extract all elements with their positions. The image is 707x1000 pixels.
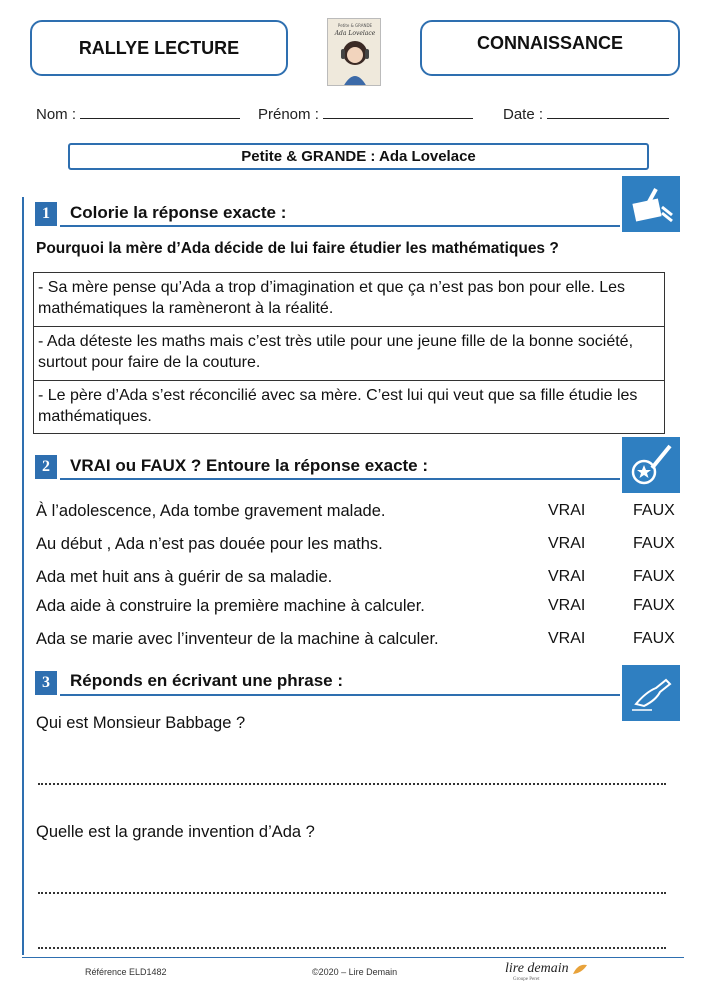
section-2-title: VRAI ou FAUX ? Entoure la réponse exacte : xyxy=(70,456,429,475)
tf-false-3[interactable]: FAUX xyxy=(633,568,675,585)
logo-leaf-icon xyxy=(572,963,588,975)
tf-false-2[interactable]: FAUX xyxy=(633,535,675,552)
answer-line-1[interactable] xyxy=(38,783,666,785)
answer-option-2[interactable]: - Ada déteste les maths mais c’est très utile pour une jeune fille de la bonne société, surtout pour faire de la couture. xyxy=(34,327,664,381)
open-question-1: Qui est Monsieur Babbage ? xyxy=(36,714,246,732)
name-field[interactable] xyxy=(36,105,240,123)
answer-line-3[interactable] xyxy=(38,947,666,949)
section-1-question: Pourquoi la mère d’Ada décide de lui faire étudier les mathématiques ? xyxy=(36,240,559,257)
tf-statement-3: Ada met huit ans à guérir de sa maladie. xyxy=(36,568,333,586)
date-underline xyxy=(547,105,669,119)
coloring-icon xyxy=(622,176,680,232)
writing-hand-icon xyxy=(622,665,680,721)
tf-false-1[interactable]: FAUX xyxy=(633,502,675,519)
section-3-number: 3 xyxy=(35,671,57,695)
section-3-title: Réponds en écrivant une phrase : xyxy=(70,671,344,690)
book-cover-illustration xyxy=(328,19,381,86)
answer-option-3[interactable]: - Le père d’Ada s’est réconcilié avec sa mère. C’est lui qui veut que sa fille étudie les mathématiques. xyxy=(38,387,638,425)
tf-true-5[interactable]: VRAI xyxy=(548,630,586,647)
logo-text: lire demain xyxy=(505,961,569,976)
nom-underline xyxy=(80,105,240,119)
tf-true-4[interactable]: VRAI xyxy=(548,597,586,614)
nom-label: Nom : xyxy=(36,106,77,123)
section-1-number: 1 xyxy=(35,202,57,226)
lire-demain-logo xyxy=(505,961,588,983)
prenom-underline xyxy=(323,105,473,119)
star-pencil-icon xyxy=(622,437,680,493)
section-2-number: 2 xyxy=(35,455,57,479)
answer-option-1[interactable]: - Sa mère pense qu’Ada a trop d’imagination et que ça n’est pas bon pour elle. Les mathématiques la ramèneront à la réalité. xyxy=(34,273,664,327)
tf-true-1[interactable]: VRAI xyxy=(548,502,586,519)
prenom-field[interactable] xyxy=(258,105,473,123)
tf-statement-2: Au début , Ada n’est pas douée pour les maths. xyxy=(36,535,383,553)
section-3-rule xyxy=(60,694,620,696)
tf-true-2[interactable]: VRAI xyxy=(548,535,586,552)
footer-rule xyxy=(22,957,684,958)
book-cover-name: Ada Lovelace xyxy=(334,30,376,37)
tf-true-3[interactable]: VRAI xyxy=(548,568,586,585)
connaissance-label: CONNAISSANCE xyxy=(420,20,680,76)
tf-statement-4: Ada aide à construire la première machine à calculer. xyxy=(36,597,425,615)
logo-subtitle: Groupe Peret xyxy=(513,977,540,982)
open-question-2: Quelle est la grande invention d’Ada ? xyxy=(36,823,315,841)
footer-copyright: ©2020 – Lire Demain xyxy=(312,967,398,977)
tf-false-4[interactable]: FAUX xyxy=(633,597,675,614)
margin-rule xyxy=(22,197,24,955)
date-field[interactable] xyxy=(503,105,669,123)
date-label: Date : xyxy=(503,106,544,123)
answer-line-2[interactable] xyxy=(38,892,666,894)
book-cover-series: Petite & GRANDE xyxy=(337,23,373,28)
book-title: Petite & GRANDE : Ada Lovelace xyxy=(68,143,649,170)
tf-false-5[interactable]: FAUX xyxy=(633,630,675,647)
book-cover-image xyxy=(327,18,381,86)
section-1-rule xyxy=(60,225,620,227)
answer-table xyxy=(33,272,665,434)
rallye-lecture-label: RALLYE LECTURE xyxy=(30,20,288,76)
tf-statement-1: À l’adolescence, Ada tombe gravement malade. xyxy=(36,502,386,520)
tf-statement-5: Ada se marie avec l’inventeur de la machine à calculer. xyxy=(36,630,439,648)
prenom-label: Prénom : xyxy=(258,106,319,123)
section-2-rule xyxy=(60,478,620,480)
footer-reference: Référence ELD1482 xyxy=(85,967,167,977)
section-1-title: Colorie la réponse exacte : xyxy=(70,203,287,222)
